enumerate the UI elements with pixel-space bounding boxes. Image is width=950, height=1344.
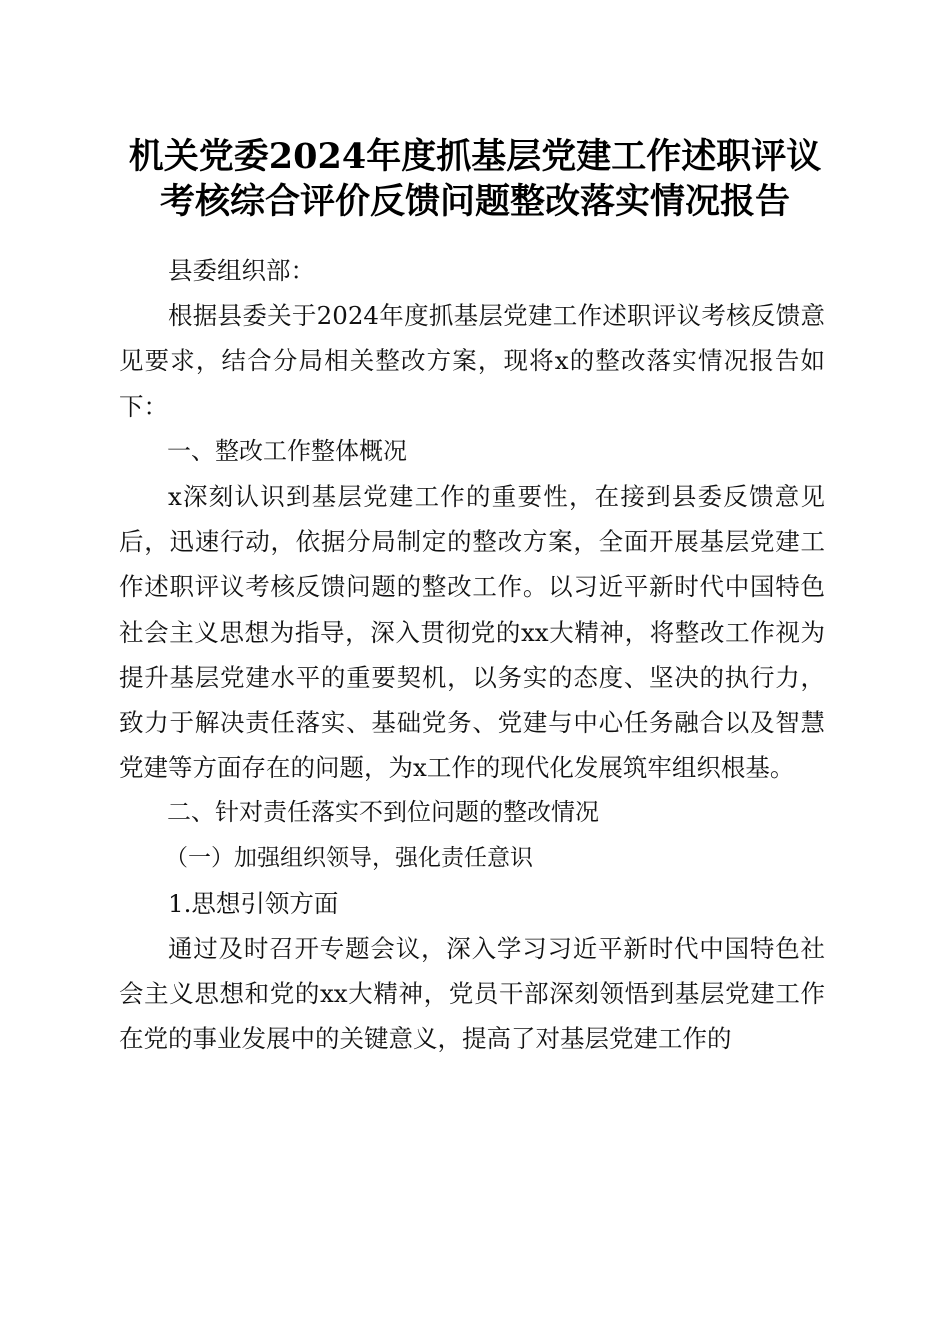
document-body: [119, 248, 825, 1062]
salutation: 县委组织部：: [168, 256, 315, 285]
section-1-paragraph: x深刻认识到基层党建工作的重要性，在接到县委反馈意见后，迅速行动，依据分局制定的整改方案，全面开展基层党建工作述职评议考核反馈问题的整改工作。以习近平新时代中国特色社会主义思想为指导，深入贯彻党的xx大精神，将整改工作视为提升基层党建水平的重要契机，以务实的态度、坚决的执行力，致力于解决责任落实、基础党务、党建与中心任务融合以及智慧党建等方面存在的问题，为x工作的现代化发展筑牢组织根基。: [119, 482, 825, 783]
document-title-line-1: 机关党委2024年度抓基层党建工作述职评议: [128, 136, 822, 177]
document-title-line-2: 考核综合评价反馈问题整改落实情况报告: [159, 181, 790, 222]
section-2-heading: 二、针对责任落实不到位问题的整改情况: [167, 798, 599, 827]
section-1-heading: 一、整改工作整体概况: [167, 436, 407, 465]
section-2-item-heading: 1.思想引领方面: [168, 888, 339, 918]
intro-paragraph: 根据县委关于2024年度抓基层党建工作述职评议考核反馈意见要求，结合分局相关整改方案，现将x的整改落实情况报告如下：: [119, 301, 825, 421]
section-2-subheading: （一）加强组织领导，强化责任意识: [165, 844, 533, 871]
section-2-paragraph: 通过及时召开专题会议，深入学习习近平新时代中国特色社会主义思想和党的xx大精神，党员干部深刻领悟到基层党建工作在党的事业发展中的关键意义，提高了对基层党建工作的: [119, 934, 825, 1054]
